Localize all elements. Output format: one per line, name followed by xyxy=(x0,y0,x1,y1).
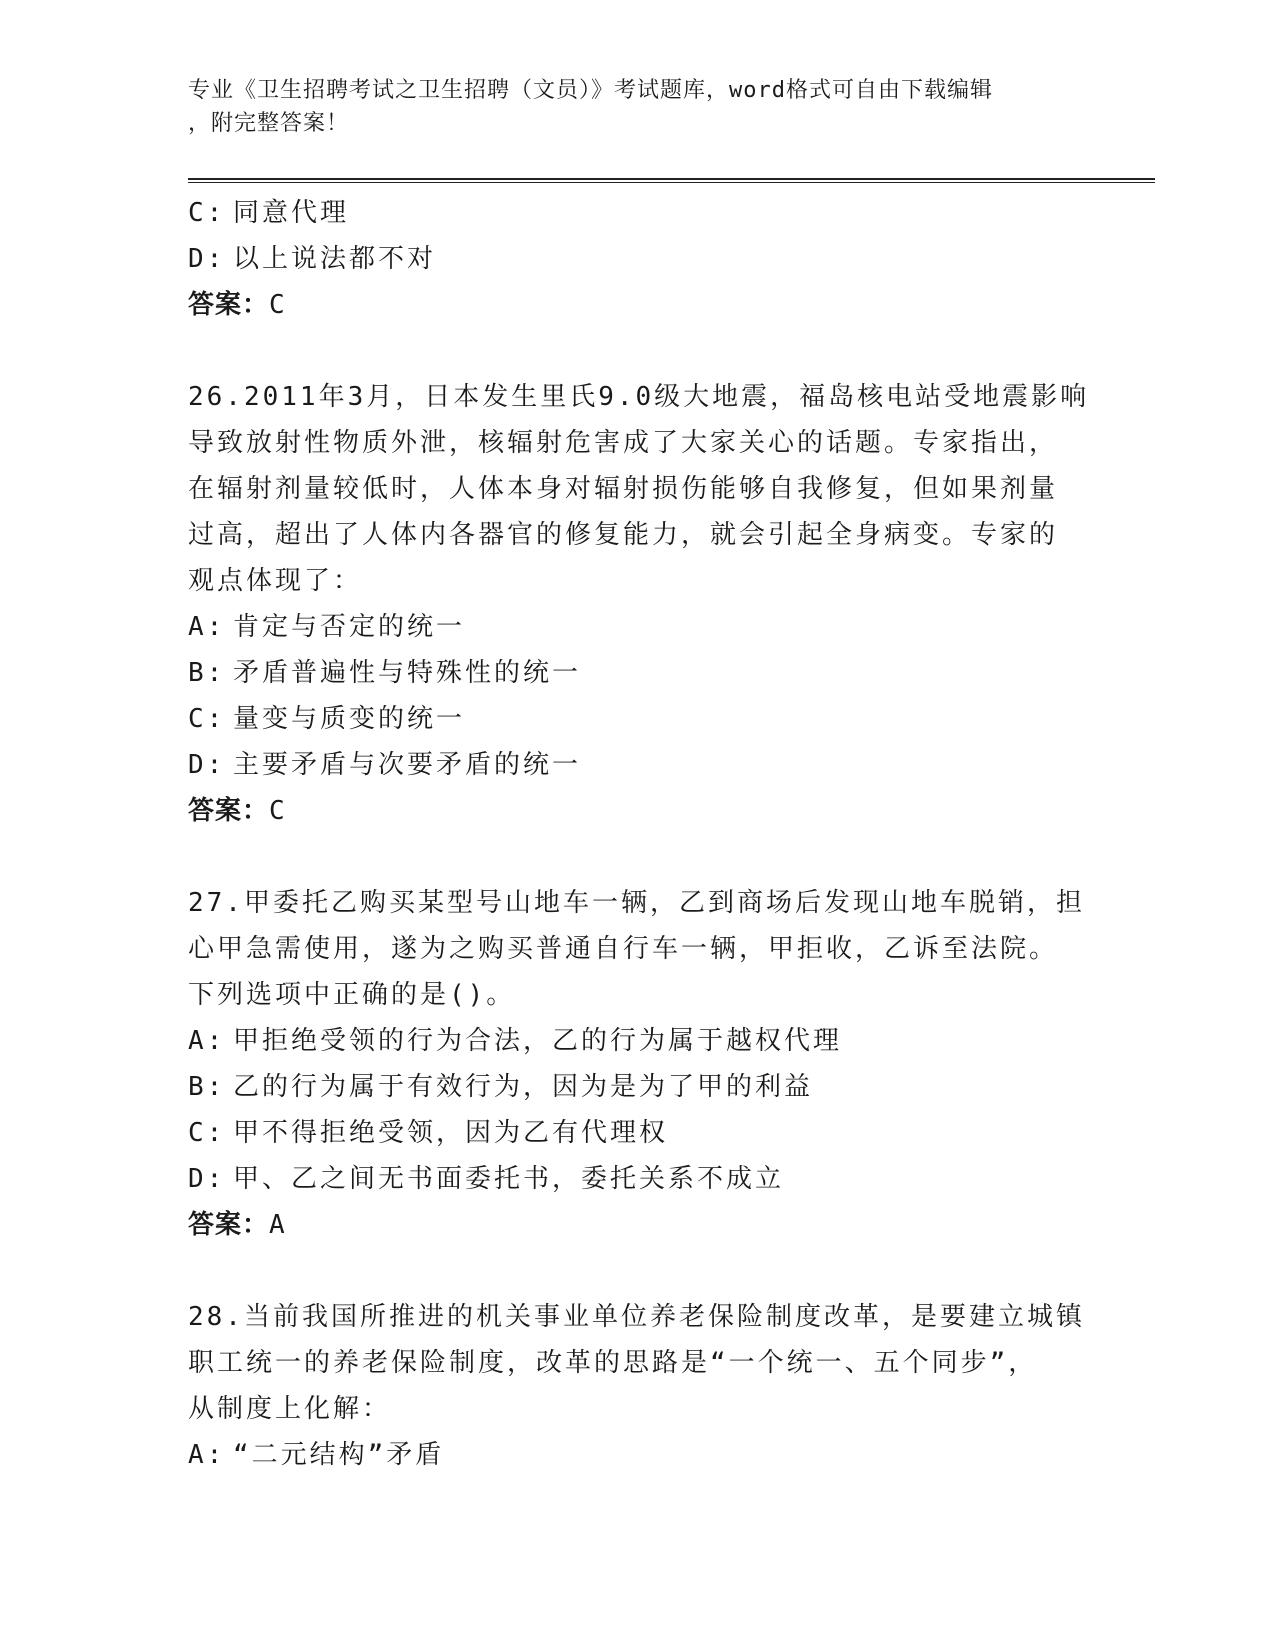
option-text: “二元结构”矛盾 xyxy=(233,1440,445,1470)
option-text: 甲拒绝受领的行为合法，乙的行为属于越权代理 xyxy=(233,1026,843,1056)
option-c xyxy=(188,696,1088,742)
option-label: C: xyxy=(188,1118,226,1148)
question-text-line: 在辐射剂量较低时，人体本身对辐射损伤能够自我修复，但如果剂量 xyxy=(188,474,1059,504)
option-label: A: xyxy=(188,612,226,642)
answer-value: A xyxy=(269,1210,286,1240)
option-label: C: xyxy=(188,198,226,228)
header-divider xyxy=(188,178,1155,183)
question-28 xyxy=(188,1294,1088,1478)
option-b xyxy=(188,650,1088,696)
option-d xyxy=(188,1156,1088,1202)
option-label: B: xyxy=(188,1072,226,1102)
option-text: 乙的行为属于有效行为，因为是为了甲的利益 xyxy=(233,1072,814,1102)
option-label: D: xyxy=(188,244,226,274)
answer-line xyxy=(188,1202,1088,1248)
option-label: A: xyxy=(188,1026,226,1056)
answer-value: C xyxy=(269,796,286,826)
question-text-line: 从制度上化解： xyxy=(188,1394,392,1424)
question-text-line: 过高，超出了人体内各器官的修复能力，就会引起全身病变。专家的 xyxy=(188,520,1059,550)
answer-line xyxy=(188,282,1088,328)
question-text-line: 职工统一的养老保险制度，改革的思路是“一个统一、五个同步”， xyxy=(188,1348,1038,1378)
option-c xyxy=(188,1110,1088,1156)
header-line-2: ，附完整答案！ xyxy=(188,111,350,136)
question-text-line: 27.甲委托乙购买某型号山地车一辆，乙到商场后发现山地车脱销，担 xyxy=(188,888,1085,918)
option-text: 甲、乙之间无书面委托书，委托关系不成立 xyxy=(233,1164,785,1194)
question-26 xyxy=(188,374,1088,834)
header-line-1: 专业《卫生招聘考试之卫生招聘（文员）》考试题库，word格式可自由下载编辑 xyxy=(188,78,993,103)
option-a xyxy=(188,1432,1088,1478)
option-text: 甲不得拒绝受领，因为乙有代理权 xyxy=(233,1118,669,1148)
answer-prefix: 答案： xyxy=(188,290,270,320)
option-d xyxy=(188,236,1088,282)
option-text: 量变与质变的统一 xyxy=(233,704,466,734)
option-text: 同意代理 xyxy=(233,198,350,228)
option-b xyxy=(188,1064,1088,1110)
answer-prefix: 答案： xyxy=(188,1210,270,1240)
option-text: 以上说法都不对 xyxy=(233,244,437,274)
question-text-line: 下列选项中正确的是()。 xyxy=(188,980,516,1010)
option-text: 肯定与否定的统一 xyxy=(233,612,466,642)
option-text: 矛盾普遍性与特殊性的统一 xyxy=(233,658,582,688)
question-content xyxy=(188,190,1088,1478)
option-text: 主要矛盾与次要矛盾的统一 xyxy=(233,750,582,780)
question-text-line: 26.2011年3月，日本发生里氏9.0级大地震，福岛核电站受地震影响 xyxy=(188,382,1090,412)
answer-line xyxy=(188,788,1088,834)
question-text-line: 观点体现了： xyxy=(188,566,363,596)
option-c xyxy=(188,190,1088,236)
option-label: D: xyxy=(188,1164,226,1194)
option-label: C: xyxy=(188,704,226,734)
option-d xyxy=(188,742,1088,788)
option-label: B: xyxy=(188,658,226,688)
answer-prefix: 答案： xyxy=(188,796,270,826)
question-text-line: 28.当前我国所推进的机关事业单位养老保险制度改革，是要建立城镇 xyxy=(188,1302,1085,1332)
question-25-tail xyxy=(188,190,1088,328)
answer-value: C xyxy=(269,290,286,320)
question-text-line: 导致放射性物质外泄，核辐射危害成了大家关心的话题。专家指出， xyxy=(188,428,1059,458)
question-text-line: 心甲急需使用，遂为之购买普通自行车一辆，甲拒收，乙诉至法院。 xyxy=(188,934,1059,964)
question-27 xyxy=(188,880,1088,1248)
page-header xyxy=(188,74,1088,140)
option-a xyxy=(188,1018,1088,1064)
option-label: D: xyxy=(188,750,226,780)
option-label: A: xyxy=(188,1440,226,1470)
option-a xyxy=(188,604,1088,650)
